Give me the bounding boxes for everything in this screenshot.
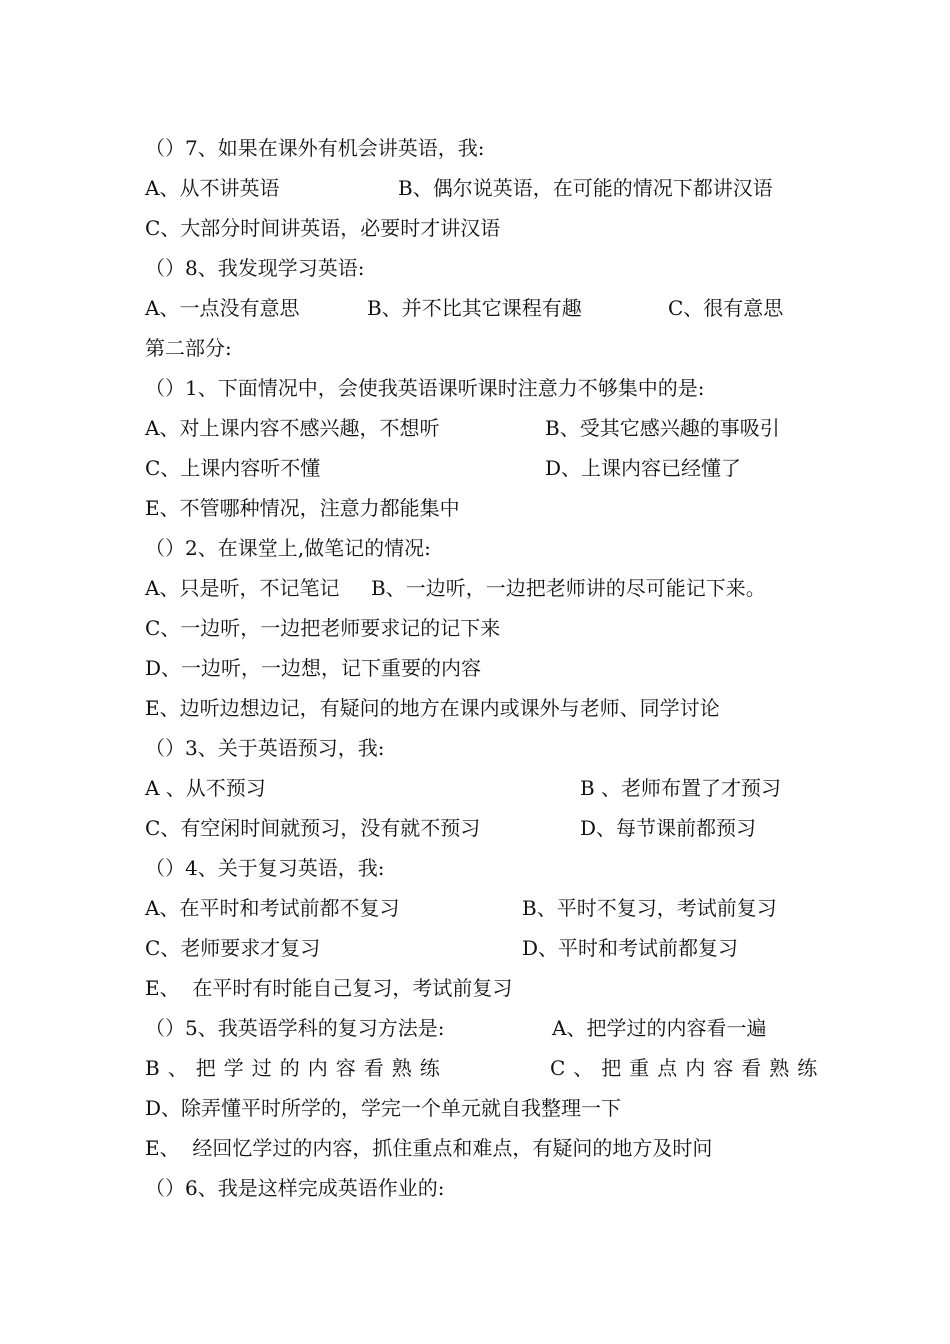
part-2-question-2-option-d: D、一边听，一边想，记下重要的内容 <box>145 656 482 680</box>
question-7-option-b: B、偶尔说英语，在可能的情况下都讲汉语 <box>398 176 773 200</box>
part-2-question-5-stem: （）5、我英语学科的复习方法是: <box>145 1016 445 1040</box>
part-2-question-4-option-e: E、 在平时有时能自己复习，考试前复习 <box>145 976 513 1000</box>
part-2-question-1-option-a: A、对上课内容不感兴趣，不想听 <box>145 416 440 440</box>
question-8-options <box>145 293 810 323</box>
part-2-question-2-stem: （）2、在课堂上,做笔记的情况: <box>145 536 431 560</box>
part-2-question-2-option-a: A、只是听，不记笔记 <box>145 576 340 600</box>
part-2-question-1-option-e: E、不管哪种情况，注意力都能集中 <box>145 496 460 520</box>
part-2-question-3-option-a: A 、从不预习 <box>145 776 266 800</box>
part-2-question-1-option-d: D、上课内容已经懂了 <box>545 456 742 480</box>
part-2-question-5-stem-row <box>145 1013 810 1043</box>
part-2-question-2-option-b: B、一边听，一边把老师讲的尽可能记下来。 <box>371 576 766 600</box>
part-2-question-1-options-ab <box>145 413 810 443</box>
part-2-question-1-options-cd <box>145 453 810 483</box>
part-2-question-3-option-d: D、每节课前都预习 <box>580 816 757 840</box>
part-2-question-5-option-d: D、除弄懂平时所学的，学完一个单元就自我整理一下 <box>145 1096 622 1120</box>
part-2-question-4-option-c: C、老师要求才复习 <box>145 936 321 960</box>
part-2-question-1-stem: （）1、下面情况中，会使我英语课听课时注意力不够集中的是: <box>145 376 705 400</box>
part-2-question-5-options-bc <box>145 1053 826 1083</box>
part-2-question-4-options-cd <box>145 933 810 963</box>
part-2-question-5-option-b: B、把学过的内容看熟练 <box>145 1056 448 1080</box>
question-7-options-ab <box>145 173 810 203</box>
question-8-option-c: C、很有意思 <box>668 296 784 320</box>
question-7-option-a: A、从不讲英语 <box>145 176 280 200</box>
question-7-stem: （）7、如果在课外有机会讲英语，我: <box>145 136 485 160</box>
part-2-question-2-options-ab <box>145 573 810 603</box>
part-2-question-4-option-d: D、平时和考试前都复习 <box>522 936 739 960</box>
part-2-question-1-option-b: B、受其它感兴趣的事吸引 <box>545 416 780 440</box>
part-2-question-3-options-cd <box>145 813 810 843</box>
question-8-stem: （）8、我发现学习英语: <box>145 256 365 280</box>
part-2-question-1-option-c: C、上课内容听不懂 <box>145 456 321 480</box>
part-2-question-4-option-b: B、平时不复习，考试前复习 <box>522 896 777 920</box>
part-2-question-4-options-ab <box>145 893 810 923</box>
part-2-question-2-option-e: E、边听边想边记，有疑问的地方在课内或课外与老师、同学讨论 <box>145 696 720 720</box>
part-2-question-3-options-ab <box>145 773 810 803</box>
part-2-question-5-option-e: E、 经回忆学过的内容，抓住重点和难点，有疑问的地方及时问 <box>145 1136 713 1160</box>
part-2-question-3-stem: （）3、关于英语预习，我: <box>145 736 385 760</box>
part-2-question-5-option-a: A、把学过的内容看一遍 <box>552 1016 767 1040</box>
question-7-option-c: C、大部分时间讲英语，必要时才讲汉语 <box>145 216 501 240</box>
part-2-heading: 第二部分: <box>145 336 232 360</box>
part-2-question-4-option-a: A、在平时和考试前都不复习 <box>145 896 400 920</box>
part-2-question-3-option-c: C、有空闲时间就预习，没有就不预习 <box>145 816 481 840</box>
question-8-option-b: B、并不比其它课程有趣 <box>367 296 582 320</box>
part-2-question-2-option-c: C、一边听，一边把老师要求记的记下来 <box>145 616 501 640</box>
part-2-question-3-option-b: B 、老师布置了才预习 <box>580 776 782 800</box>
part-2-question-5-option-c: C、把重点内容看熟练 <box>550 1056 826 1080</box>
part-2-question-6-stem: （）6、我是这样完成英语作业的: <box>145 1176 445 1200</box>
part-2-question-4-stem: （）4、关于复习英语，我: <box>145 856 385 880</box>
question-8-option-a: A、一点没有意思 <box>145 296 300 320</box>
